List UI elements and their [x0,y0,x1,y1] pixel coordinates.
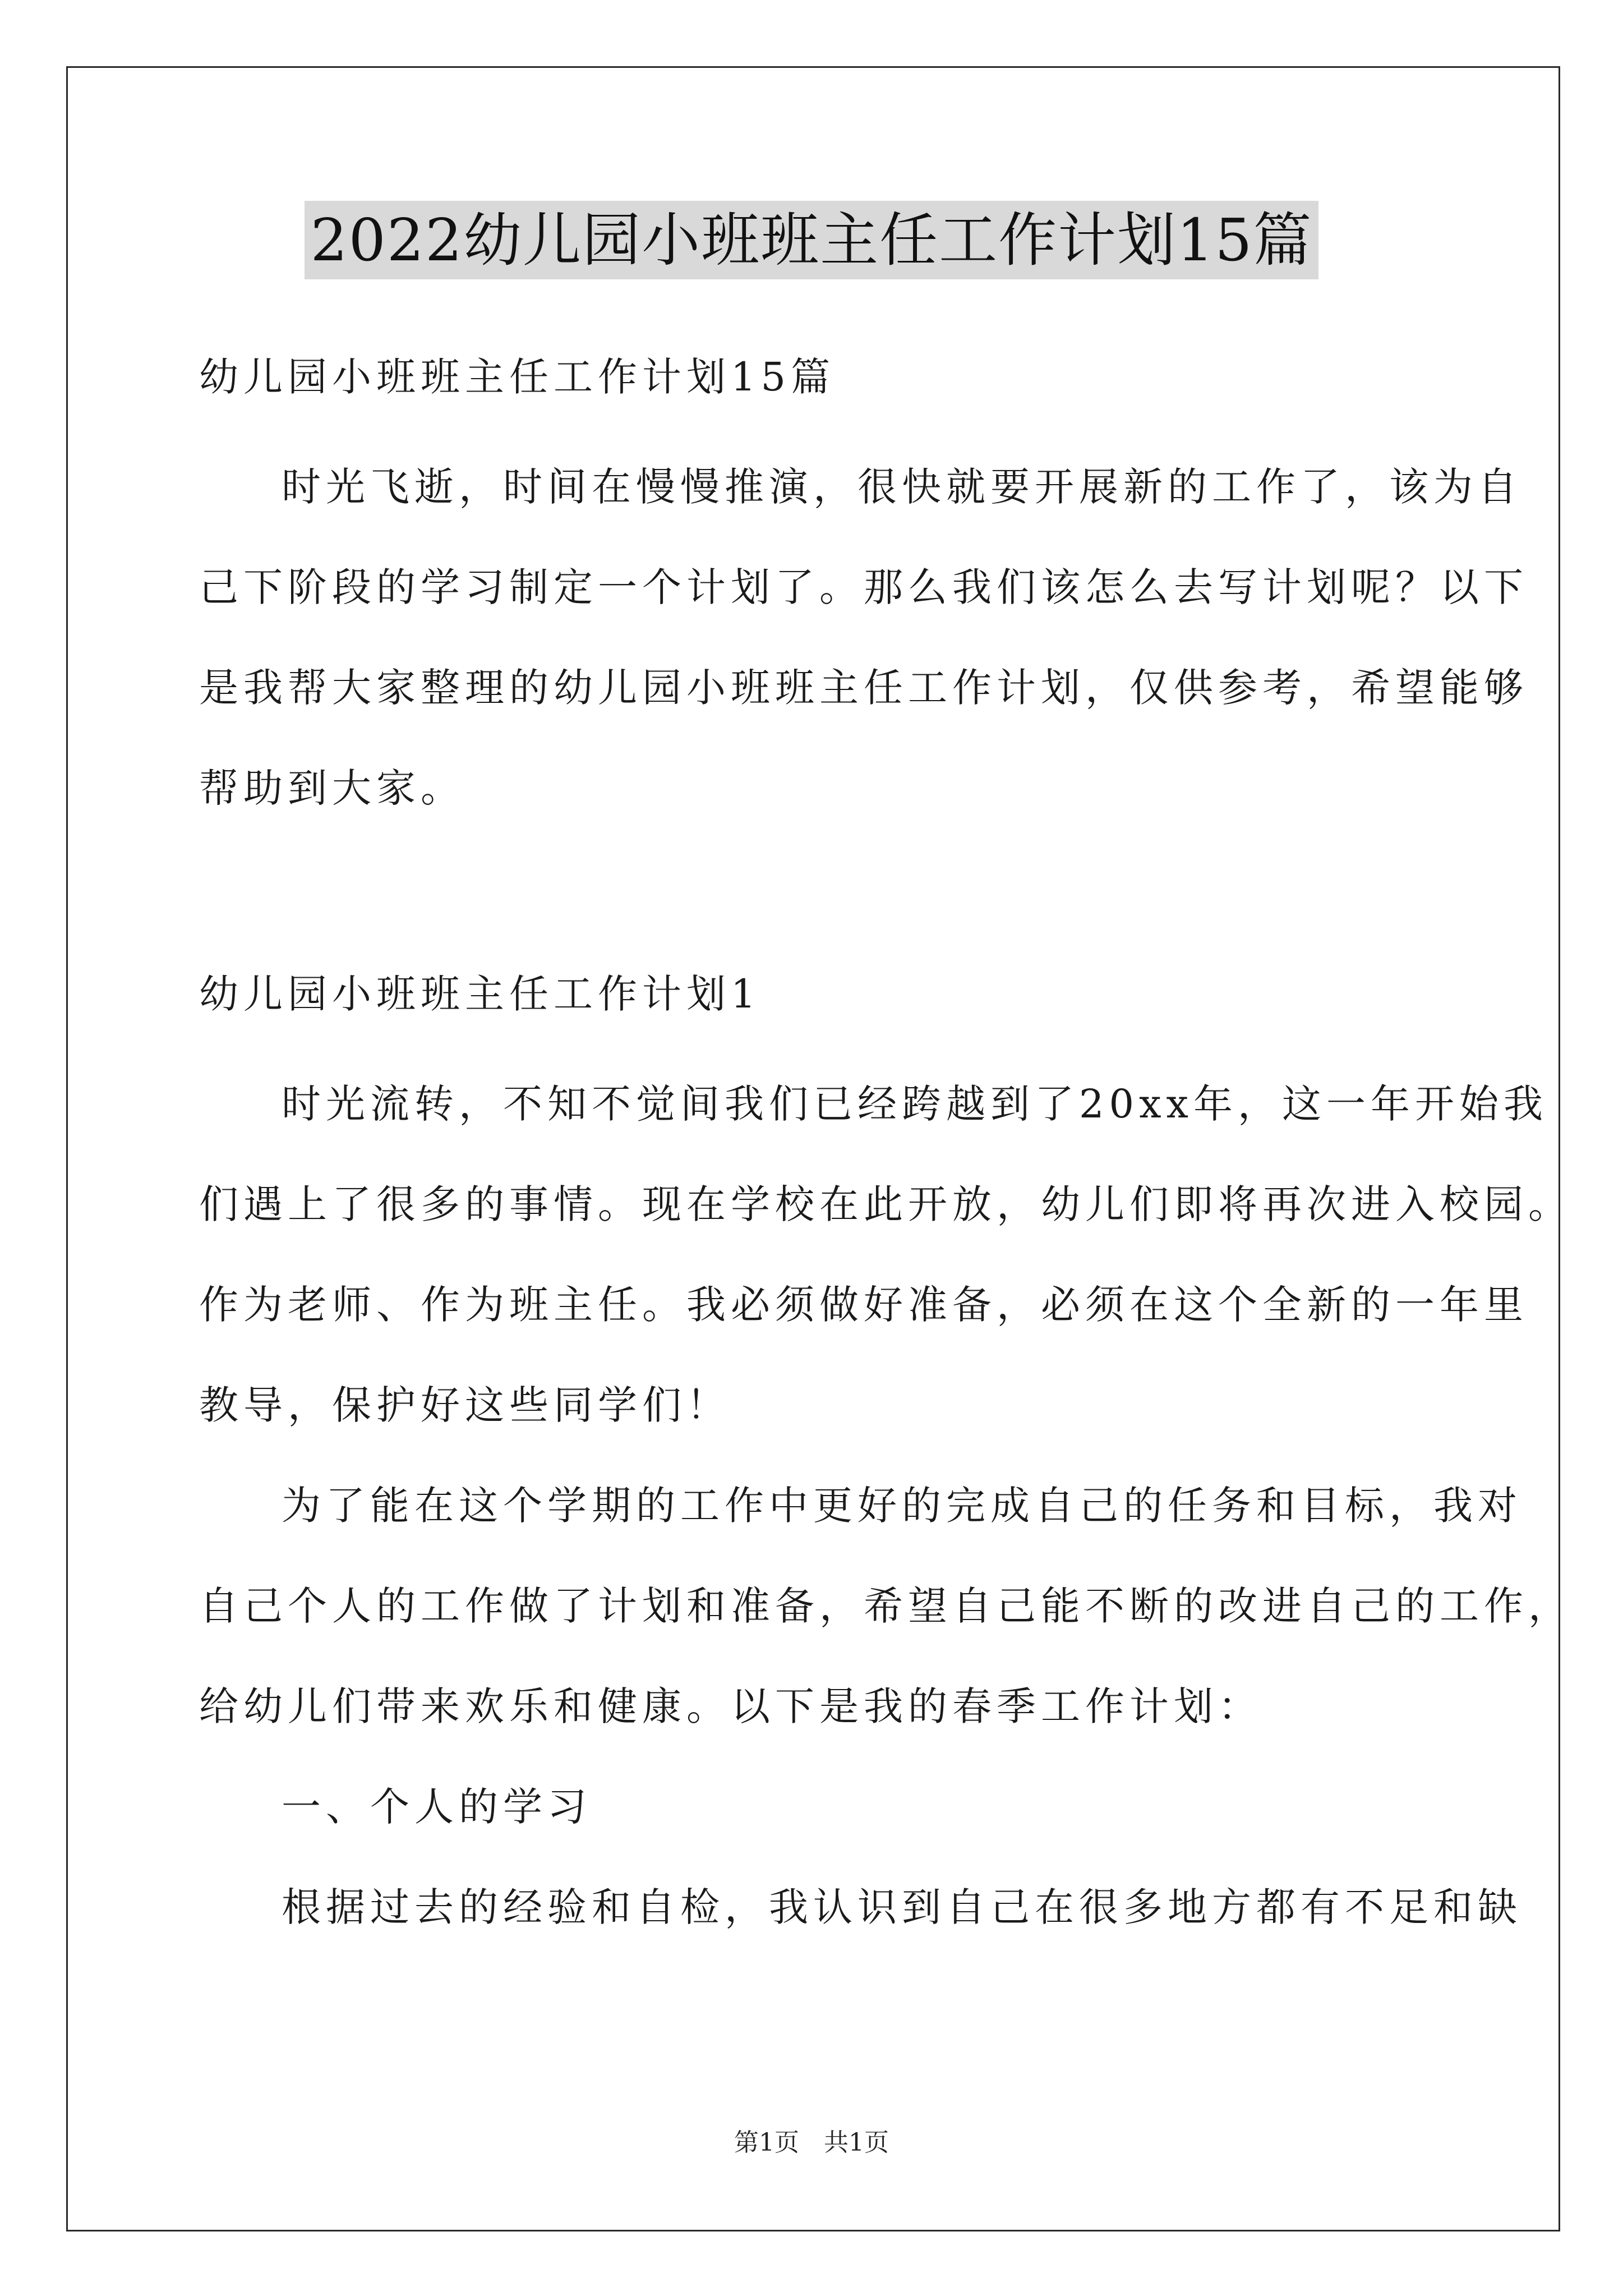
paragraph-line: 们遇上了很多的事情。现在学校在此开放，幼儿们即将再次进入校园。 [199,1181,1573,1227]
paragraph-line: 根据过去的经验和自检，我认识到自己在很多地方都有不足和缺 [282,1884,1522,1930]
title-container [0,201,1623,279]
page-footer: 第1页 共1页 [734,2128,889,2157]
paragraph-line: 自己个人的工作做了计划和准备，希望自己能不断的改进自己的工作， [199,1583,1573,1629]
paragraph-line: 作为老师、作为班主任。我必须做好准备，必须在这个全新的一年里 [199,1282,1528,1328]
document-title: 2022幼儿园小班班主任工作计划15篇 [305,201,1318,279]
paragraph-line: 帮助到大家。 [199,765,465,811]
subsection-heading: 一、个人的学习 [282,1784,592,1830]
paragraph-line: 时光流转，不知不觉间我们已经跨越到了20xx年，这一年开始我 [282,1081,1548,1127]
paragraph-line: 己下阶段的学习制定一个计划了。那么我们该怎么去写计划呢？以下 [199,564,1528,610]
paragraph-line: 是我帮大家整理的幼儿园小班班主任工作计划，仅供参考，希望能够 [199,665,1528,711]
paragraph-line: 为了能在这个学期的工作中更好的完成自己的任务和目标，我对 [282,1483,1522,1529]
section-heading: 幼儿园小班班主任工作计划1 [199,971,761,1017]
paragraph-line: 给幼儿们带来欢乐和健康。以下是我的春季工作计划： [199,1683,1262,1729]
paragraph-line: 时光飞逝，时间在慢慢推演，很快就要开展新的工作了，该为自 [282,464,1522,510]
subtitle-line: 幼儿园小班班主任工作计划15篇 [199,354,836,400]
paragraph-line: 教导，保护好这些同学们！ [199,1382,731,1428]
